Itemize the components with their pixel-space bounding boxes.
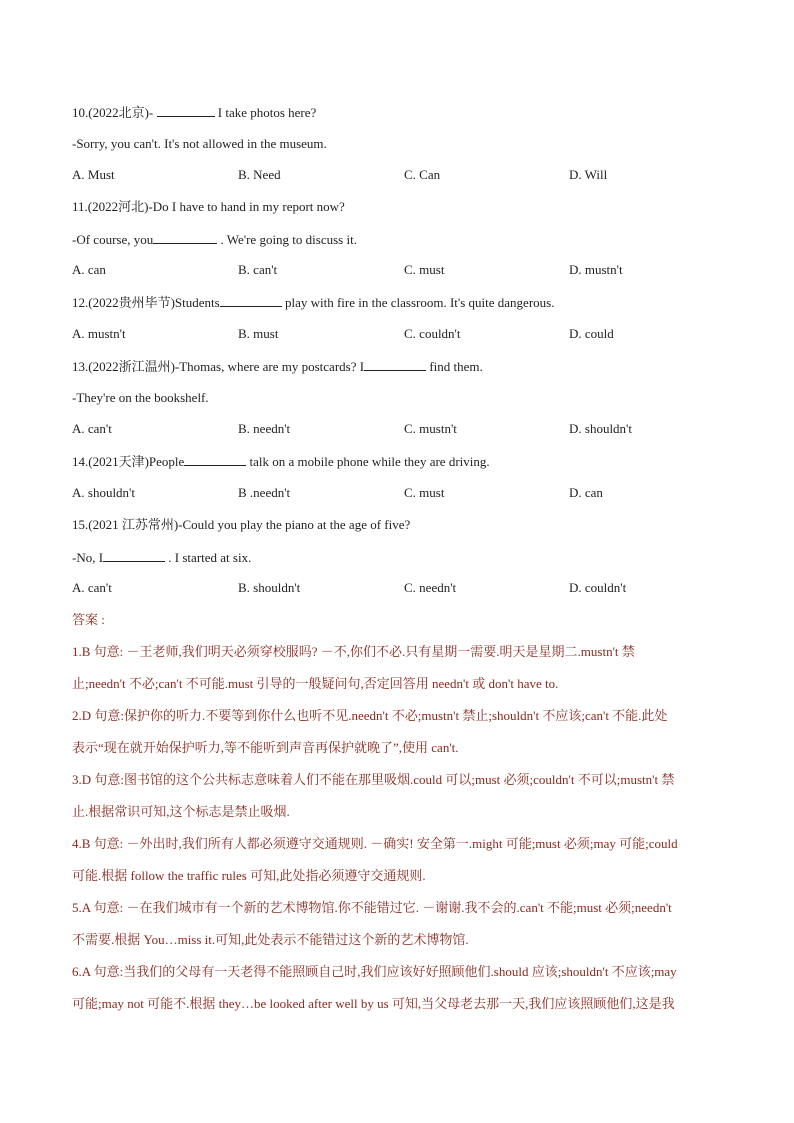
- option-c: C. mustn't: [404, 421, 457, 436]
- answer-line: 可能;may not 可能不.根据 they…be looked after well by us 可知,当父母老去那一天,我们应该照顾他们,这是我: [72, 996, 675, 1011]
- answer-line: 止.根据常识可知,这个标志是禁止吸烟.: [72, 804, 290, 819]
- answer-line: 6.A 句意:当我们的父母有一天老得不能照顾自己时,我们应该好好照顾他们.should 应该;shouldn't 不应该;may: [72, 964, 677, 979]
- option-c: C. couldn't: [404, 326, 461, 341]
- option-c: C. needn't: [404, 580, 457, 595]
- option-c: C. must: [404, 262, 445, 277]
- option-d: D. shouldn't: [569, 421, 633, 436]
- option-d: D. Will: [569, 167, 608, 182]
- question-text: 10.(2022北京)-: [72, 105, 157, 120]
- question-12: 12.(2022贵州毕节)Students play with fire in the classroom. It's quite dangerous.: [72, 295, 555, 310]
- answer-blank: [153, 231, 217, 244]
- option-b: B. shouldn't: [238, 580, 301, 595]
- question-text: I take photos here?: [214, 105, 317, 120]
- question-11: 11.(2022河北)-Do I have to hand in my report now?: [72, 199, 345, 214]
- option-b: B .needn't: [238, 485, 291, 500]
- answer-line: 3.D 句意:图书馆的这个公共标志意味着人们不能在那里吸烟.could 可以;must 必须;couldn't 不可以;mustn't 禁: [72, 772, 675, 787]
- option-c: C. Can: [404, 167, 441, 182]
- answer-line: 可能.根据 follow the traffic rules 可知,此处指必须遵守交通规则.: [72, 868, 426, 883]
- question-11-reply: -Of course, you . We're going to discuss it.: [72, 232, 357, 247]
- option-d: D. can: [569, 485, 603, 500]
- question-10: [72, 104, 734, 121]
- answer-line: 2.D 句意:保护你的听力.不要等到你什么也听不见.needn't 不必;mustn't 禁止;shouldn't 不应该;can't 不能.此处: [72, 708, 668, 723]
- answers-heading: 答案 :: [72, 612, 105, 627]
- answer-line: 1.B 句意: －王老师,我们明天必须穿校服吗? －不,你们不必.只有星期一需要.明天是星期二.mustn't 禁: [72, 644, 635, 659]
- answer-blank: [364, 358, 426, 371]
- question-13-reply: -They're on the bookshelf.: [72, 390, 209, 405]
- option-b: B. must: [238, 326, 279, 341]
- question-13: 13.(2022浙江温州)-Thomas, where are my postcards? I find them.: [72, 359, 483, 374]
- question-10-reply: -Sorry, you can't. It's not allowed in the museum.: [72, 136, 327, 151]
- option-a: A. shouldn't: [72, 485, 136, 500]
- question-15: 15.(2021 江苏常州)-Could you play the piano at the age of five?: [72, 517, 411, 532]
- option-b: B. can't: [238, 262, 278, 277]
- option-b: B. Need: [238, 167, 281, 182]
- option-c: C. must: [404, 485, 445, 500]
- option-b: B. needn't: [238, 421, 291, 436]
- option-d: D. couldn't: [569, 580, 627, 595]
- option-a: A. Must: [72, 167, 115, 182]
- answer-blank: [184, 453, 246, 466]
- answer-line: 表示“现在就开始保护听力,等不能听到声音再保护就晚了”,使用 can't.: [72, 740, 459, 755]
- question-15-reply: -No, I . I started at six.: [72, 550, 252, 565]
- answer-line: 不需要.根据 You…miss it.可知,此处表示不能错过这个新的艺术博物馆.: [72, 932, 469, 947]
- option-a: A. mustn't: [72, 326, 126, 341]
- answer-blank: [103, 549, 165, 562]
- answer-blank: [220, 294, 282, 307]
- option-a: A. can't: [72, 421, 112, 436]
- answer-line: 止;needn't 不必;can't 不可能.must 引导的一般疑问句,否定回答用 needn't 或 don't have to.: [72, 676, 559, 691]
- option-a: A. can: [72, 262, 106, 277]
- option-d: D. mustn't: [569, 262, 623, 277]
- option-d: D. could: [569, 326, 614, 341]
- answer-line: 4.B 句意: －外出时,我们所有人都必须遵守交通规则. －确实! 安全第一.might 可能;must 必须;may 可能;could: [72, 836, 678, 851]
- question-14: 14.(2021天津)People talk on a mobile phone while they are driving.: [72, 454, 490, 469]
- answer-line: 5.A 句意: －在我们城市有一个新的艺术博物馆.你不能错过它. －谢谢.我不会的.can't 不能;must 必须;needn't: [72, 900, 672, 915]
- option-a: A. can't: [72, 580, 112, 595]
- answer-blank: [157, 104, 215, 117]
